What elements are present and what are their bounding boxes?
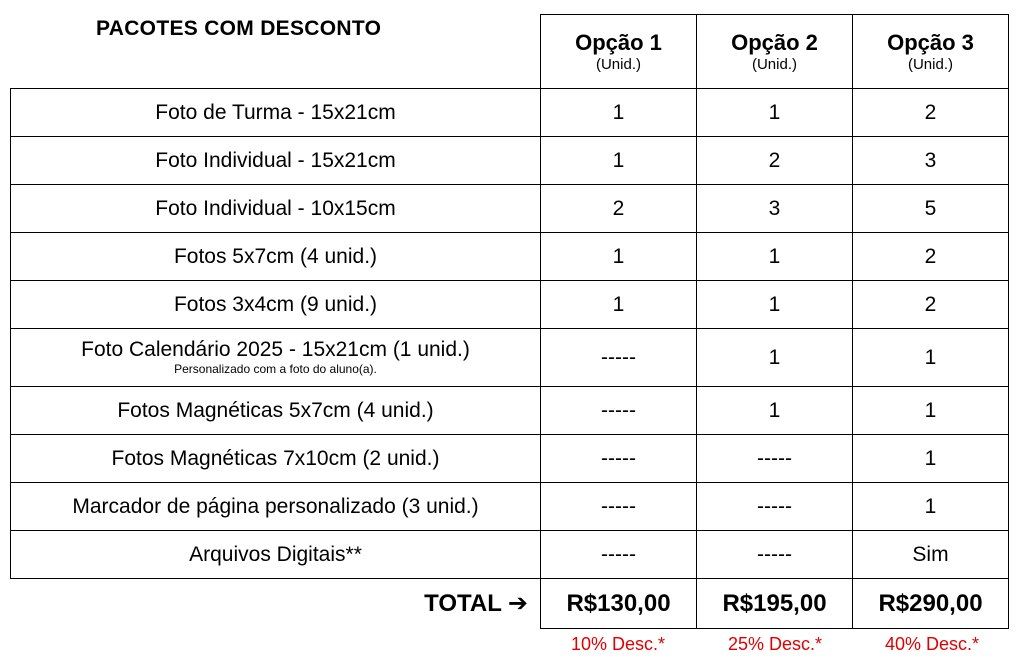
table-row bbox=[11, 185, 1009, 233]
row-value: 1 bbox=[541, 89, 697, 137]
total-value: R$130,00 bbox=[541, 579, 697, 629]
row-value: 2 bbox=[697, 137, 853, 185]
header-option-3 bbox=[853, 15, 1009, 89]
row-value: ----- bbox=[541, 435, 697, 483]
row-value: 1 bbox=[541, 137, 697, 185]
row-label: Foto de Turma - 15x21cm bbox=[11, 89, 541, 137]
discount-label: 25% Desc.* bbox=[727, 634, 823, 654]
row-value: 1 bbox=[853, 483, 1009, 531]
row-value: ----- bbox=[541, 387, 697, 435]
table-row bbox=[11, 483, 1009, 531]
row-value: 1 bbox=[697, 281, 853, 329]
row-value: 2 bbox=[853, 233, 1009, 281]
total-value: R$195,00 bbox=[697, 579, 853, 629]
row-label: Foto Individual - 15x21cm bbox=[11, 137, 541, 185]
row-value: ----- bbox=[697, 531, 853, 579]
row-value: 1 bbox=[697, 329, 853, 387]
discount-label: 10% Desc.* bbox=[570, 634, 666, 654]
total-row bbox=[11, 579, 1009, 629]
header-row bbox=[11, 15, 1009, 89]
row-label: Marcador de página personalizado (3 unid.) bbox=[11, 483, 541, 531]
row-value: 1 bbox=[853, 435, 1009, 483]
row-label: Foto Individual - 10x15cm bbox=[11, 185, 541, 233]
table-row bbox=[11, 531, 1009, 579]
row-value: 1 bbox=[853, 387, 1009, 435]
page-title: PACOTES COM DESCONTO bbox=[96, 17, 382, 40]
row-value: 1 bbox=[697, 387, 853, 435]
row-label: Foto Calendário 2025 - 15x21cm (1 unid.) Personalizado com a foto do aluno(a). bbox=[11, 329, 541, 387]
row-label: Arquivos Digitais** bbox=[11, 531, 541, 579]
row-value: 1 bbox=[541, 281, 697, 329]
row-label: Fotos Magnéticas 5x7cm (4 unid.) bbox=[11, 387, 541, 435]
row-note: Personalizado com a foto do aluno(a). bbox=[174, 362, 377, 376]
row-value: Sim bbox=[853, 531, 1009, 579]
row-value: 1 bbox=[541, 233, 697, 281]
option-unit: (Unid.) bbox=[595, 55, 641, 73]
packages-table bbox=[10, 14, 1009, 629]
row-value: 3 bbox=[853, 137, 1009, 185]
option-name: Opção 3 bbox=[887, 29, 974, 55]
row-value: ----- bbox=[541, 329, 697, 387]
header-option-1 bbox=[541, 15, 697, 89]
table-row bbox=[11, 387, 1009, 435]
row-value: ----- bbox=[541, 483, 697, 531]
table-row bbox=[11, 281, 1009, 329]
table-row bbox=[11, 233, 1009, 281]
table-row bbox=[11, 329, 1009, 387]
option-name: Opção 2 bbox=[731, 29, 818, 55]
row-value: 1 bbox=[853, 329, 1009, 387]
option-name: Opção 1 bbox=[575, 29, 662, 55]
option-unit: (Unid.) bbox=[751, 55, 797, 73]
table-row bbox=[11, 137, 1009, 185]
row-value: 5 bbox=[853, 185, 1009, 233]
row-value: 2 bbox=[853, 281, 1009, 329]
header-option-2 bbox=[697, 15, 853, 89]
arrow-right-icon: ➔ bbox=[507, 590, 528, 618]
row-label: Fotos Magnéticas 7x10cm (2 unid.) bbox=[11, 435, 541, 483]
row-value: 2 bbox=[541, 185, 697, 233]
row-value: 1 bbox=[697, 89, 853, 137]
row-value: ----- bbox=[697, 435, 853, 483]
row-value: 3 bbox=[697, 185, 853, 233]
table-row bbox=[11, 435, 1009, 483]
row-value: 1 bbox=[697, 233, 853, 281]
option-unit: (Unid.) bbox=[907, 55, 953, 73]
row-value: 2 bbox=[853, 89, 1009, 137]
header-corner bbox=[11, 15, 541, 89]
row-label: Fotos 3x4cm (9 unid.) bbox=[11, 281, 541, 329]
discount-label: 40% Desc.* bbox=[884, 634, 980, 654]
row-label: Fotos 5x7cm (4 unid.) bbox=[11, 233, 541, 281]
row-value: ----- bbox=[697, 483, 853, 531]
row-value: ----- bbox=[541, 531, 697, 579]
total-value: R$290,00 bbox=[853, 579, 1009, 629]
total-label: TOTAL ➔ bbox=[424, 590, 528, 618]
table-row bbox=[11, 89, 1009, 137]
